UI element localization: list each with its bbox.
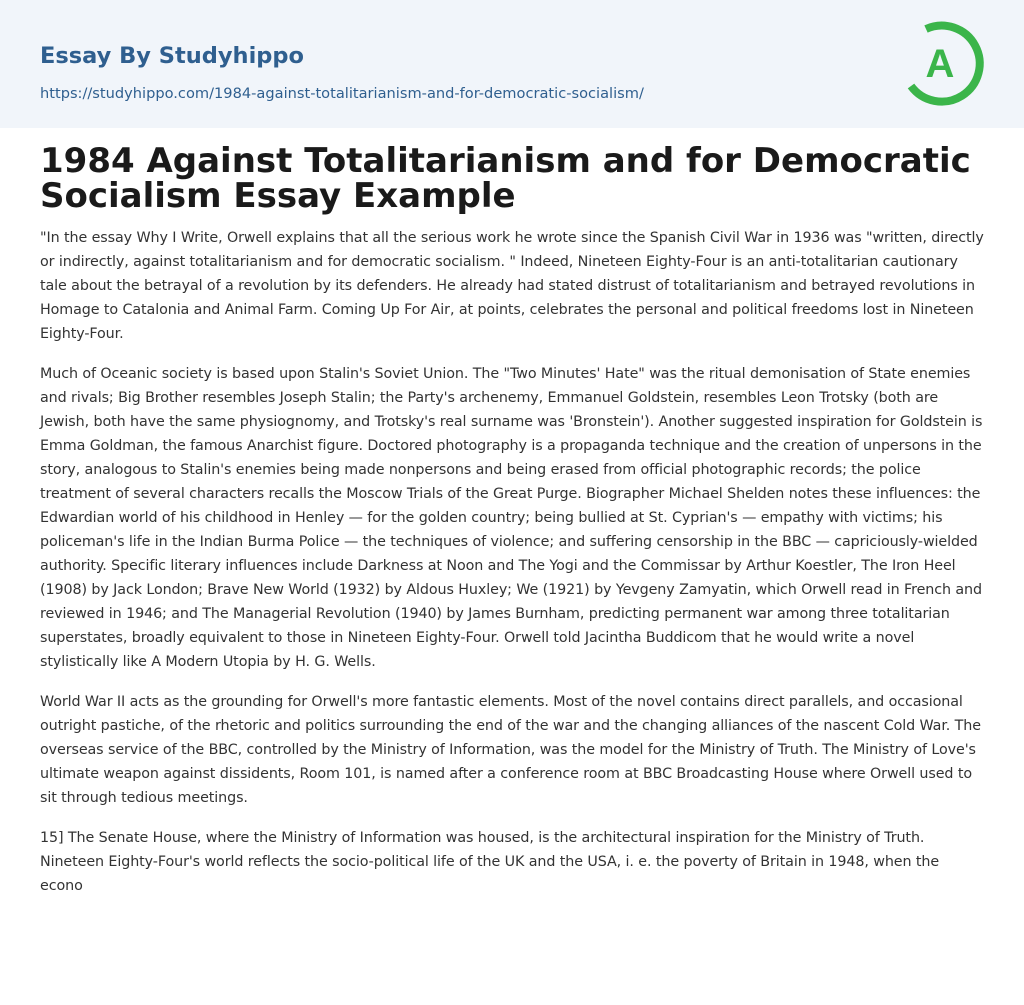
paragraph: "In the essay Why I Write, Orwell explains that all the serious work he wrote since the Spanish Civil War in 1936 was "written, directly or indirectly, against totalitarianism and for democratic socialism. " Indeed, Nineteen Eighty-Four is an anti-totalitarian cautionary tale about the betrayal of a revolution by its defenders. He already had stated distrust of totalitarianism and betrayed revolutions in Homage to Catalonia and Animal Farm. Coming Up For Air, at points, celebrates the personal and political freedoms lost in Nineteen Eighty-Four. <box>40 230 984 342</box>
page-title <box>40 141 984 216</box>
logo-letter: A <box>925 42 955 86</box>
paragraph: World War II acts as the grounding for Orwell's more fantastic elements. Most of the novel contains direct parallels, and occasional outright pastiche, of the rhetoric and politics surrounding the end of the war and the changing alliances of the nascent Cold War. The overseas service of the BBC, controlled by the Ministry of Information, was the model for the Ministry of Truth. The Ministry of Love's ultimate weapon against dissidents, Room 101, is named after a conference room at BBC Broadcasting House where Orwell used to sit through tedious meetings. <box>40 694 981 806</box>
paragraph: Much of Oceanic society is based upon Stalin's Soviet Union. The "Two Minutes' Hate" was the ritual demonisation of State enemies and rivals; Big Brother resembles Joseph Stalin; the Party's archenemy, Emmanuel Goldstein, resembles Leon Trotsky (both are Jewish, both have the same physiognomy, and Trotsky's real surname was 'Bronstein'). Another suggested inspiration for Goldstein is Emma Goldman, the famous Anarchist figure. Doctored photography is a propaganda technique and the creation of unpersons in the story, analogous to Stalin's enemies being made nonpersons and being erased from official photographic records; the police treatment of several characters recalls the Moscow Trials of the Great Purge. Biographer Michael Shelden notes these influences: the Edwardian world of his childhood in Henley — for the golden country; being bullied at St. Cyprian's — empathy with victims; his policeman's life in the Indian Burma Police — the techniques of violence; and suffering censorship in the BBC — capriciously-wielded authority. Specific literary influences include Darkness at Noon and The Yogi and the Commissar by Arthur Koestler, The Iron Heel (1908) by Jack London; Brave New World (1932) by Aldous Huxley; We (1921) by Yevgeny Zamyatin, which Orwell read in French and reviewed in 1946; and The Managerial Revolution (1940) by James Burnham, predicting permanent war among three totalitarian superstates, broadly equivalent to those in Nineteen Eighty-Four. Orwell told Jacintha Buddicom that he would write a novel stylistically like A Modern Utopia by H. G. Wells. <box>40 366 983 670</box>
article <box>40 141 984 914</box>
studyhippo-logo-icon[interactable] <box>896 14 992 110</box>
paragraph: 15] The Senate House, where the Ministry of Information was housed, is the architectural inspiration for the Ministry of Truth. Nineteen Eighty-Four's world reflects the socio-political life of the UK and the USA, i. e. the poverty of Britain in 1948, when the econo <box>40 830 940 894</box>
page-title-line-2: Socialism Essay Example <box>40 176 516 216</box>
site-title[interactable]: Essay By Studyhippo <box>40 43 304 69</box>
page-url-link[interactable]: https://studyhippo.com/1984-against-totalitarianism-and-for-democratic-socialism/ <box>40 85 644 102</box>
site-header <box>0 0 1024 128</box>
page-title-line-1: 1984 Against Totalitarianism and for Democratic <box>40 141 971 181</box>
